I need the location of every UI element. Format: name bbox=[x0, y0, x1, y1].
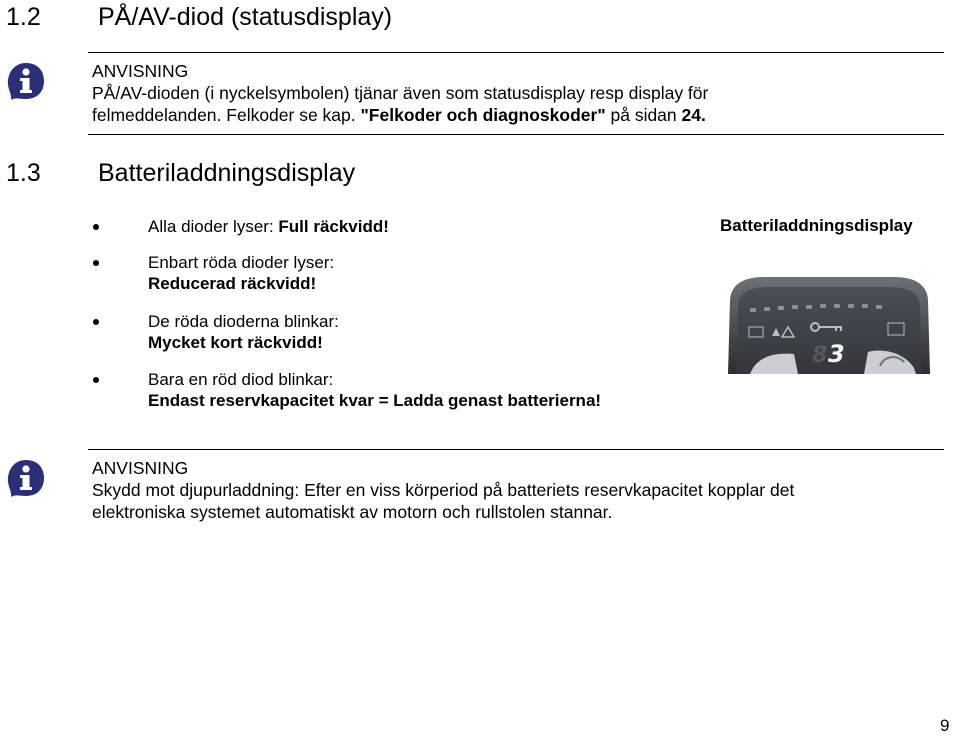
bullet-item bbox=[148, 216, 389, 237]
bullet-bold: Mycket kort räckvidd! bbox=[148, 333, 323, 352]
note1-top-rule bbox=[88, 52, 944, 53]
note1-line1: PÅ/AV-dioden (i nyckelsymbolen) tjänar även som statusdisplay resp display för bbox=[92, 83, 709, 103]
bullet-text: Alla dioder lyser: bbox=[148, 217, 279, 236]
section-title: PÅ/AV-diod (statusdisplay) bbox=[98, 3, 393, 31]
note1-label: ANVISNING bbox=[92, 61, 189, 81]
section-title: Batteriladdningsdisplay bbox=[98, 159, 356, 187]
note1 bbox=[92, 60, 708, 126]
note2-label: ANVISNING bbox=[92, 458, 189, 478]
section-1-3-heading bbox=[6, 158, 506, 188]
cross-reference[interactable]: "Felkoder och diagnoskoder" bbox=[360, 105, 606, 125]
bullet-item bbox=[148, 252, 334, 294]
bullet-item bbox=[148, 311, 339, 353]
bullet-item bbox=[148, 369, 601, 411]
figure-title: Batteriladdningsdisplay bbox=[720, 216, 913, 235]
note1-line2-pre: felmeddelanden. Felkoder se kap. bbox=[92, 105, 361, 125]
note1-line2-mid: på sidan bbox=[605, 105, 682, 125]
battery-display-figure bbox=[724, 272, 934, 374]
bullet-bold: Reducerad räckvidd! bbox=[148, 274, 317, 293]
bullet-dot bbox=[93, 319, 99, 325]
bullet-text: De röda dioderna blinkar: bbox=[148, 312, 339, 331]
bullet-bold: Full räckvidd! bbox=[278, 217, 389, 236]
page-reference[interactable]: 24. bbox=[681, 105, 706, 125]
bullet-text: Enbart röda dioder lyser: bbox=[148, 253, 335, 272]
display-ghost-digit: 8 bbox=[812, 343, 828, 368]
note2-line2: elektroniska systemet automatiskt av motorn och rullstolen stannar. bbox=[92, 502, 613, 522]
note2-top-rule bbox=[88, 449, 944, 450]
info-icon bbox=[6, 458, 46, 498]
section-number: 1.2 bbox=[6, 3, 41, 31]
note1-line2 bbox=[92, 104, 708, 126]
info-icon bbox=[6, 61, 46, 101]
bullet-bold: Endast reservkapacitet kvar = Ladda genast batterierna! bbox=[148, 391, 602, 410]
section-1-2-heading bbox=[6, 2, 566, 32]
bullet-dot bbox=[93, 224, 99, 230]
note1-bottom-rule bbox=[88, 134, 944, 135]
bullet-text: Bara en röd diod blinkar: bbox=[148, 370, 334, 389]
bullet-dot bbox=[93, 260, 99, 266]
section-number: 1.3 bbox=[6, 159, 41, 187]
bullet-dot bbox=[93, 377, 99, 383]
note2 bbox=[92, 457, 794, 523]
display-digit: 3 bbox=[828, 340, 845, 368]
note2-line1: Skydd mot djupurladdning: Efter en viss körperiod på batteriets reservkapacitet kopplar det bbox=[92, 480, 795, 500]
page-number: 9 bbox=[940, 716, 950, 735]
